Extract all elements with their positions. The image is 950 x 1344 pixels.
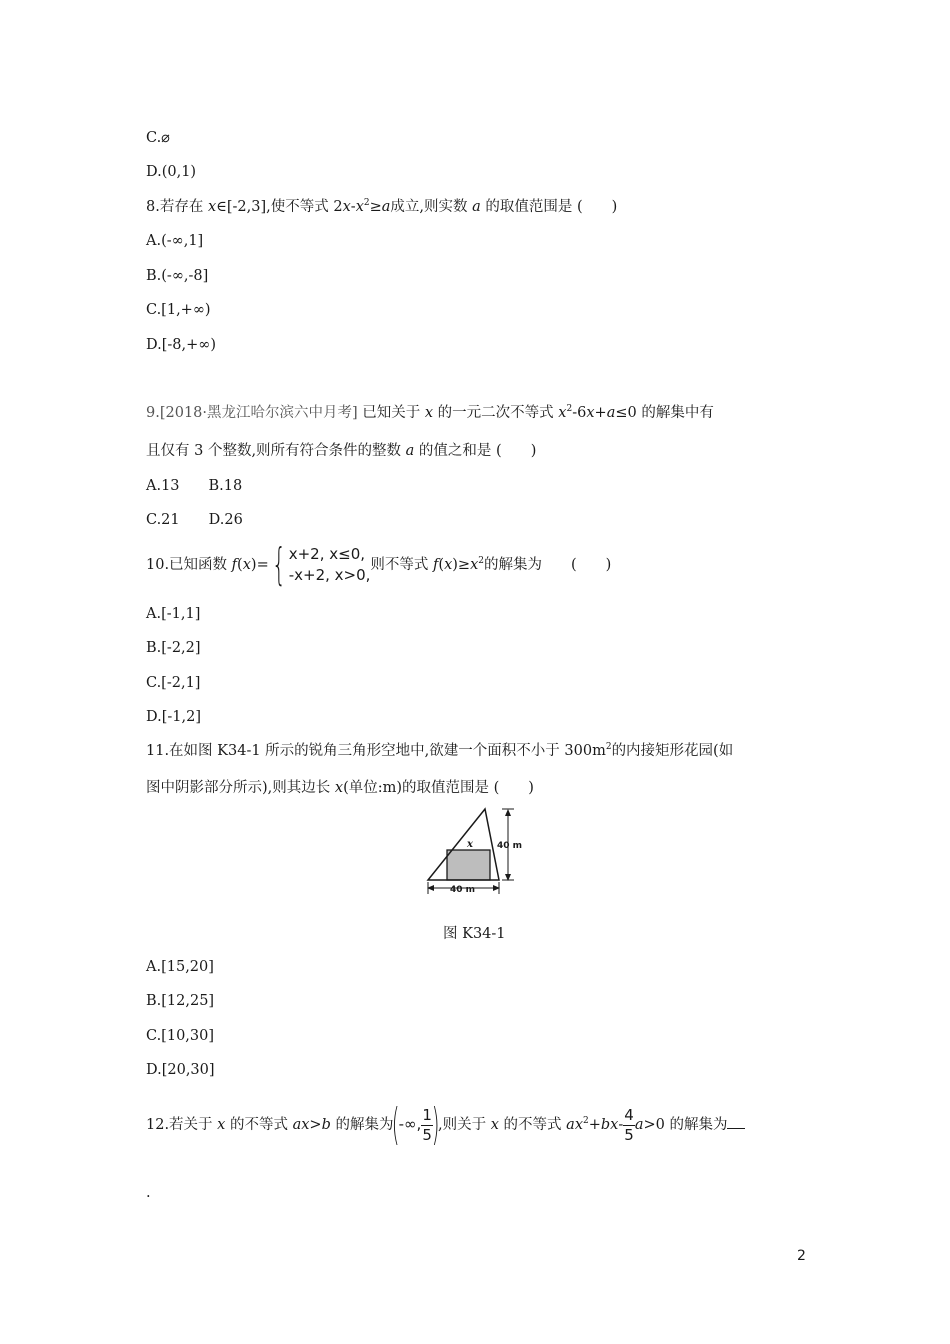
- case-2: -x+2, x>0,: [288, 566, 371, 584]
- figure-caption: 图 K34-1: [443, 926, 506, 942]
- q11-exponent: 2: [605, 742, 612, 753]
- q10-exponent: 2: [478, 556, 484, 567]
- q8-text: -: [350, 199, 356, 215]
- q9-var: x: [558, 405, 567, 421]
- q8-text: 的取值范围是 ( ): [480, 199, 618, 215]
- q12-var: a: [634, 1117, 644, 1133]
- q12-exponent: 2: [583, 1116, 589, 1127]
- q10-option-a: A.[-1,1]: [146, 606, 201, 622]
- q8-option-b: B.(-∞,-8]: [146, 268, 209, 284]
- q12-text: >: [309, 1117, 322, 1133]
- answer-blank: [727, 1112, 745, 1129]
- q9-text: 已知关于: [357, 405, 425, 421]
- triangle-figure: [420, 806, 530, 900]
- question-11: [146, 741, 733, 761]
- q9-options-cd: C.21 D.26: [146, 512, 243, 528]
- q12-text: +: [588, 1117, 601, 1133]
- q9-text: ≤0 的解集中有: [615, 405, 714, 421]
- frac-denominator: 5: [422, 1125, 432, 1144]
- q10-var: x: [470, 557, 479, 573]
- q9-text: 的一元二次不等式: [433, 405, 559, 421]
- q10-option-c: C.[-2,1]: [146, 675, 201, 691]
- q9-text: -6: [572, 405, 587, 421]
- question-9-cont: [146, 441, 536, 461]
- q8-var: x: [207, 199, 217, 215]
- q9-text: 的值之和是 ( ): [414, 443, 537, 459]
- q12-var: b: [321, 1117, 331, 1133]
- q9-options-ab: A.13 B.18: [146, 478, 243, 494]
- q8-exponent: 2: [363, 198, 370, 209]
- question-12: [146, 1101, 745, 1148]
- q10-option-d: D.[-1,2]: [146, 709, 201, 725]
- q12-text: 的不等式: [225, 1117, 293, 1133]
- q11-option-c: C.[10,30]: [146, 1028, 215, 1044]
- left-brace-icon: {: [271, 539, 286, 590]
- q11-text: 图中阴影部分所示),则其边长: [146, 780, 335, 796]
- frac-numerator: 4: [624, 1105, 634, 1124]
- q8-option-c: C.[1,+∞): [146, 302, 211, 318]
- q8-text: ≥: [369, 199, 382, 215]
- q8-text: 成立,则实数: [390, 199, 473, 215]
- q9-text: 且仅有 3 个整数,则所有符合条件的整数: [146, 443, 406, 459]
- q8-text: ∈[-2,3],使不等式 2: [216, 199, 343, 215]
- q10-text: (: [438, 557, 445, 573]
- question-8: [146, 197, 617, 217]
- q10-text: )=: [250, 557, 269, 573]
- q9-var: a: [405, 443, 415, 459]
- q10-text: (: [237, 557, 243, 573]
- q12-text: >0 的解集为: [643, 1117, 728, 1133]
- piecewise-cases: [289, 544, 371, 586]
- q10-var: x: [242, 557, 251, 573]
- q10-text: 10.已知函数: [146, 557, 232, 573]
- q9-source: 9.[2018·黑龙江哈尔滨六中月考]: [146, 405, 358, 421]
- q8-option-d: D.[-8,+∞): [146, 337, 216, 353]
- question-9: [146, 403, 714, 423]
- option-d-interval: D.(0,1): [146, 164, 197, 180]
- q12-text: 12.若关于: [146, 1117, 218, 1133]
- q11-option-d: D.[20,30]: [146, 1062, 215, 1078]
- page-number: 2: [797, 1248, 806, 1264]
- label-base: 40 m: [450, 885, 476, 895]
- q8-var: x: [342, 199, 351, 215]
- label-height: 40 m: [497, 841, 523, 851]
- q11-var: x: [334, 780, 344, 796]
- question-11-cont: [146, 778, 534, 798]
- q9-var: x: [586, 405, 595, 421]
- frac-denominator: 5: [624, 1125, 634, 1144]
- q12-text: -: [618, 1117, 624, 1133]
- q8-var: x: [355, 199, 364, 215]
- q12-var: x: [490, 1117, 499, 1133]
- q12-var: x: [217, 1117, 226, 1133]
- right-paren-icon: ): [431, 1099, 440, 1150]
- q11-text: (单位:m)的取值范围是 ( ): [343, 780, 534, 796]
- interval-left: -∞,: [398, 1115, 422, 1133]
- label-x: x: [467, 839, 473, 850]
- inscribed-rectangle: [447, 850, 490, 880]
- q8-var: a: [381, 199, 391, 215]
- answer-blank-end: .: [146, 1185, 151, 1201]
- fraction-four-fifths: [623, 1106, 635, 1145]
- q9-text: +: [594, 405, 607, 421]
- case-1: x+2, x≤0,: [288, 545, 366, 563]
- q10-text: 的解集为 ( ): [484, 557, 612, 573]
- q10-text: )≥: [452, 557, 471, 573]
- q12-var: bx: [600, 1117, 619, 1133]
- q12-var: ax: [566, 1117, 583, 1133]
- q12-text: 的不等式: [498, 1117, 567, 1133]
- q9-var: a: [606, 405, 616, 421]
- triangle-diagram: [420, 806, 530, 896]
- q12-var: ax: [292, 1117, 310, 1133]
- q8-option-a: A.(-∞,1]: [146, 233, 204, 249]
- left-paren-icon: (: [392, 1099, 400, 1150]
- option-c-empty: C.⌀: [146, 130, 170, 146]
- q12-text: 的解集为: [330, 1117, 394, 1133]
- q12-text: ,则关于: [438, 1117, 491, 1133]
- q10-text: 则不等式: [370, 557, 434, 573]
- frac-numerator: 1: [422, 1105, 432, 1124]
- q10-var: x: [444, 557, 453, 573]
- q11-text: 11.在如图 K34-1 所示的锐角三角形空地中,欲建一个面积不小于 300m: [146, 743, 606, 759]
- q8-text: 8.若存在: [146, 199, 208, 215]
- q10-var: f: [433, 557, 439, 573]
- q9-var: x: [424, 405, 434, 421]
- question-10: [146, 541, 611, 589]
- q9-exponent: 2: [566, 404, 573, 415]
- q10-option-b: B.[-2,2]: [146, 640, 201, 656]
- arrow-up-icon: [505, 809, 511, 816]
- q11-option-b: B.[12,25]: [146, 993, 215, 1009]
- q11-option-a: A.[15,20]: [146, 959, 214, 975]
- q11-text: 的内接矩形花园(如: [611, 743, 734, 759]
- q8-var: a: [472, 199, 481, 215]
- q10-var: f: [231, 557, 238, 573]
